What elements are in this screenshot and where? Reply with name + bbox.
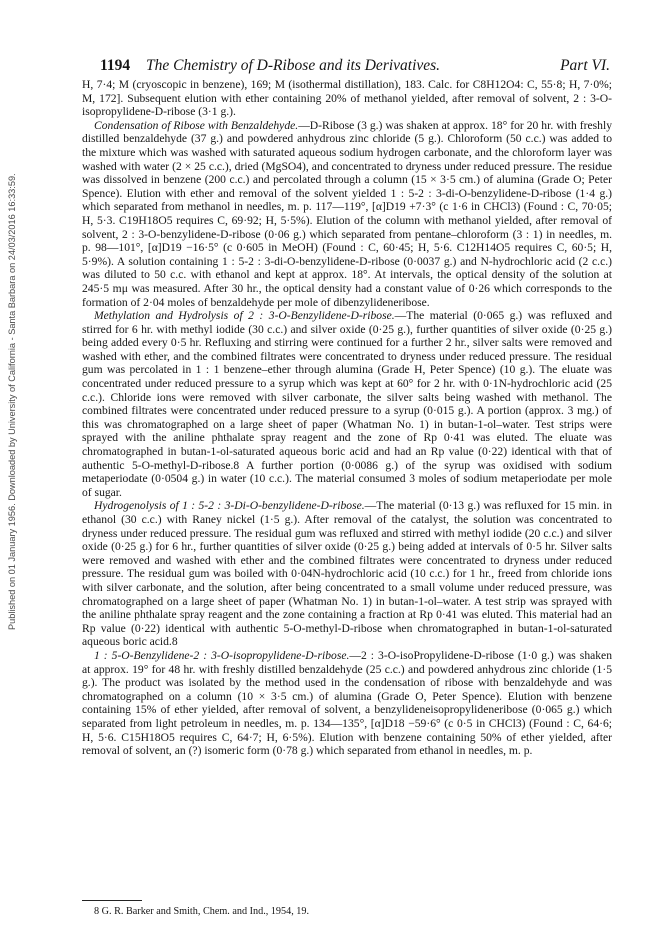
section-heading: Hydrogenolysis of 1 : 5-2 : 3-Di-O-benzylidene-D-ribose. [94,499,365,513]
download-notice-text: Published on 01 January 1956. Downloaded by University of California - Santa Barbara on 24/03/2016 16:33:59. [7,173,17,630]
section-heading: Methylation and Hydrolysis of 2 : 3-O-Benzylidene-D-ribose. [94,309,395,323]
paragraph-1: H, 7·4; M (cryoscopic in benzene), 169; M (isothermal distillation), 183. Calc. for C8H12O4: C, 55·8; H, 7·0%; M, 172]. Subsequent elution with ether containing 20% of methanol yielded, after removal of solvent, 2 : 3-O-isopropylidene-D-ribose (3·1 g.). [82,78,612,119]
running-header [100,56,610,76]
paragraph-methylation [82,309,612,499]
paragraph-text: —The material (0·13 g.) was refluxed for 15 min. in ethanol (30 c.c.) with Raney nickel (1·5 g.). After removal of the catalyst, the solution was concentrated to dryness under reduced pressure. The residual gum was refluxed and stirred with methyl iodide (20 c.c.) and silver oxide (0·25 g.) for 6 hr., further quantities of silver oxide (0·25 g.) being added at intervals of 0·5 hr. Silver salts were removed and washed with ether and the combined filtrates were concentrated to dryness under reduced pressure. The residual gum was boiled with 0·04N-hydrochloric acid (10 c.c.) for 1 hr., freed from chloride ions with silver carbonate, and the solution, after being concentrated to a small volume under reduced pressure, was chromatographed on a large sheet of paper (Whatman No. 1) in butan-1-ol–water. A test strip was sprayed with the aniline phthalate spray reagent and the zone containing a fraction at Rp 0·41 was eluted. This material had an Rp value (0·22) identical with authentic 5-O-methyl-D-ribose when chromatographed in butan-1-ol-saturated aqueous boric acid.8 [82,499,612,649]
paragraph-text: —The material (0·065 g.) was refluxed and stirred for 6 hr. with methyl iodide (30 c.c.) and silver oxide (0·25 g.), further quantities of silver oxide (0·25 g.) being added every 0·5 hr. Refluxing and stirring were continued for a further 2 hr., silver salts were removed and washed with ether, and the combined filtrates were concentrated to dryness under reduced pressure. The residual gum was percolated in 1 : 1 benzene–ether through alumina (Grade H, Peter Spence) (10 g.). The eluate was concentrated under reduced pressure to a syrup which was kept at 60° for 2 hr. with 0·1N-hydrochloric acid (25 c.c.). Chloride ions were removed with silver carbonate, the silver salts being washed with methanol. The combined filtrates were concentrated under reduced pressure to a syrup (0·015 g.). A portion (approx. 3 mg.) of this was chromatographed on a large sheet of paper (Whatman No. 1) in butan-1-ol–water. Test strips were sprayed with the aniline phthalate spray reagent and the zone of Rp 0·41 was eluted. The eluate was chromatographed in butan-1-ol-saturated aqueous boric acid and had an Rp value (0·22) identical with that of authentic 5-O-methyl-D-ribose.8 A further portion (0·0086 g.) of the syrup was oxidised with sodium metaperiodate (0·0504 g.) in water (10 c.c.). The material consumed 3 moles of sodium metaperiodate per mole of sugar. [82,309,612,499]
section-heading: Condensation of Ribose with Benzaldehyde. [94,118,299,132]
paragraph-benzylidene-isopropylidene [82,649,612,758]
section-heading: 1 : 5-O-Benzylidene-2 : 3-O-isopropylidene-D-ribose. [94,648,350,662]
footnote-rule [82,900,142,901]
paragraph-hydrogenolysis [82,499,612,649]
page-number: 1194 [100,57,131,74]
article-body [82,78,612,758]
footnote: 8 G. R. Barker and Smith, Chem. and Ind., 1954, 19. [94,906,310,917]
paragraph-text: —D-Ribose (3 g.) was shaken at approx. 18° for 20 hr. with freshly distilled benzaldehyde (37 g.) and powdered anhydrous zinc chloride (5 g.). Chloroform (50 c.c.) was added to the mixture which was washed with saturated aqueous sodium hydrogen carbonate, and the chloroform layer was washed with water (2 × 25 c.c.), dried (MgSO4), and concentrated to dryness under reduced pressure. The residue was dissolved in benzene (200 c.c.) and percolated through a column (15 × 3·5 cm.) of alumina (Grade O; Peter Spence). Elution with ether and removal of the solvent yielded 1 : 5-2 : 3-di-O-benzylidene-D-ribose (1·4 g.) which separated from methanol in needles, m. p. 117—119°, [α]D19 +7·3° (c 1·6 in CHCl3) (Found : C, 70·05; H, 5·3. C19H18O5 requires C, 69·92; H, 5·5%). Elution of the column with methanol yielded, after removal of solvent, 2 : 3-O-benzylidene-D-ribose (0·06 g.) which separated from pentane–chloroform (3 : 1) in needles, m. p. 98—101°, [α]D19 −16·5° (c 0·605 in MeOH) (Found : C, 60·45; H, 5·6. C12H14O5 requires C, 60·5; H, 5·9%). A solution containing 1 : 5-2 : 3-di-O-benzylidene-D-ribose (0·0037 g.) and N-hydrochloric acid (2 c.c.) was diluted to 50 c.c. with ethanol and kept at approx. 18°. At intervals, the optical density of the solution at 245·5 mμ was measured. After 30 hr., the optical density had a constant value of 0·26 which corresponds to the formation of 2·04 moles of benzaldehyde per mole of dibenzylideneribose. [82,118,612,309]
paragraph-text: —2 : 3-O-isoPropylidene-D-ribose (1·0 g.) was shaken at approx. 19° for 48 hr. with freshly distilled benzaldehyde (25 c.c.) and powdered anhydrous zinc chloride (1·5 g.). The product was isolated by the method used in the condensation of ribose with benzaldehyde and was chromatographed on a column (10 × 3·5 cm.) of alumina (Grade O, Peter Spence). Elution with benzene containing 15% of ether yielded, after removal of solvent, a benzylideneisopropylideneribose (0·065 g.) which separated from light petroleum in needles, m. p. 134—135°, [α]D18 −59·6° (c 0·5 in CHCl3) (Found : C, 64·6; H, 5·6. C15H18O5 requires C, 64·7; H, 6·5%). Elution with benzene containing 50% of ether yielded, after removal of solvent, an (?) isomeric form (0·78 g.) which separated from ethanol in needles, m. p. [82,648,612,758]
part-label: Part VI. [560,57,610,74]
download-notice-sidebar [6,110,18,630]
paragraph-condensation [82,119,612,309]
journal-title: The Chemistry of D-Ribose and its Derivatives. [146,57,441,74]
